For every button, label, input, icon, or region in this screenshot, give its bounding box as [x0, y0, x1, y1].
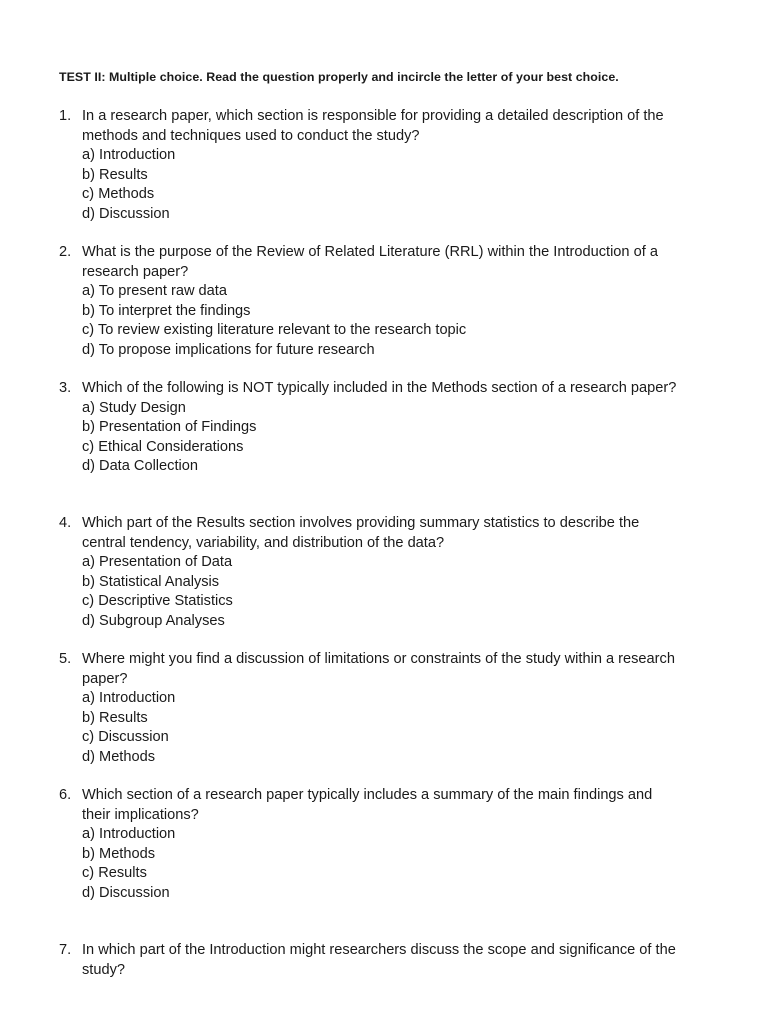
option-a[interactable]: a) Study Design — [82, 399, 186, 416]
option-list — [82, 825, 699, 903]
option-a[interactable]: a) Introduction — [82, 826, 176, 842]
option-b[interactable]: b) Presentation of Findings — [82, 419, 257, 435]
option-d[interactable]: d) To propose implications for future research — [82, 341, 375, 358]
question-4 — [59, 514, 699, 631]
option-b[interactable]: b) Methods — [82, 845, 156, 862]
question-text: Which section of a research paper typically includes a summary of the main findings and their implications? — [82, 787, 653, 823]
question-text: In which part of the Introduction might researchers discuss the scope and significance of the study? — [82, 942, 676, 978]
option-list — [82, 399, 699, 477]
option-c[interactable]: c) Results — [82, 865, 147, 881]
question-text: In a research paper, which section is responsible for providing a detailed description of the methods and techniques used to conduct the study? — [82, 108, 664, 144]
option-d[interactable]: d) Discussion — [82, 205, 170, 222]
option-list — [82, 282, 699, 360]
question-1 — [59, 107, 699, 224]
question-text: Which part of the Results section involves providing summary statistics to describe the central tendency, variability, and distribution of the data? — [82, 515, 640, 551]
option-list — [82, 689, 699, 767]
question-7 — [59, 941, 699, 980]
question-text: What is the purpose of the Review of Related Literature (RRL) within the Introduction of a research paper? — [82, 244, 658, 280]
question-5 — [59, 650, 699, 767]
option-d[interactable]: d) Subgroup Analyses — [82, 612, 225, 629]
option-c[interactable]: c) To review existing literature relevant to the research topic — [82, 322, 467, 338]
option-b[interactable]: b) Results — [82, 709, 148, 726]
question-number: 6. — [59, 787, 72, 803]
option-b[interactable]: b) Statistical Analysis — [82, 573, 220, 590]
option-c[interactable]: c) Descriptive Statistics — [82, 593, 233, 609]
test-heading: TEST II: Multiple choice. Read the question properly and incircle the letter of your best choice. — [59, 70, 619, 84]
option-c[interactable]: c) Discussion — [82, 729, 169, 745]
question-number: 4. — [59, 515, 72, 531]
question-number: 3. — [59, 380, 72, 396]
option-a[interactable]: a) To present raw data — [82, 283, 227, 299]
question-number: 7. — [59, 942, 72, 958]
question-number: 2. — [59, 244, 72, 260]
option-list — [82, 553, 699, 631]
option-c[interactable]: c) Methods — [82, 186, 155, 202]
option-list — [82, 146, 699, 224]
question-3 — [59, 379, 699, 477]
question-2 — [59, 243, 699, 360]
option-b[interactable]: b) Results — [82, 166, 148, 183]
question-number: 5. — [59, 651, 72, 667]
option-a[interactable]: a) Introduction — [82, 147, 176, 163]
option-a[interactable]: a) Introduction — [82, 690, 176, 706]
question-text: Where might you find a discussion of limitations or constraints of the study within a research paper? — [82, 651, 675, 687]
option-d[interactable]: d) Methods — [82, 748, 156, 765]
question-number: 1. — [59, 108, 72, 124]
question-6 — [59, 786, 699, 903]
option-d[interactable]: d) Discussion — [82, 884, 170, 901]
option-d[interactable]: d) Data Collection — [82, 458, 198, 474]
option-c[interactable]: c) Ethical Considerations — [82, 438, 244, 455]
question-text: Which of the following is NOT typically included in the Methods section of a research paper? — [82, 380, 677, 396]
option-b[interactable]: b) To interpret the findings — [82, 302, 251, 319]
option-a[interactable]: a) Presentation of Data — [82, 554, 233, 570]
